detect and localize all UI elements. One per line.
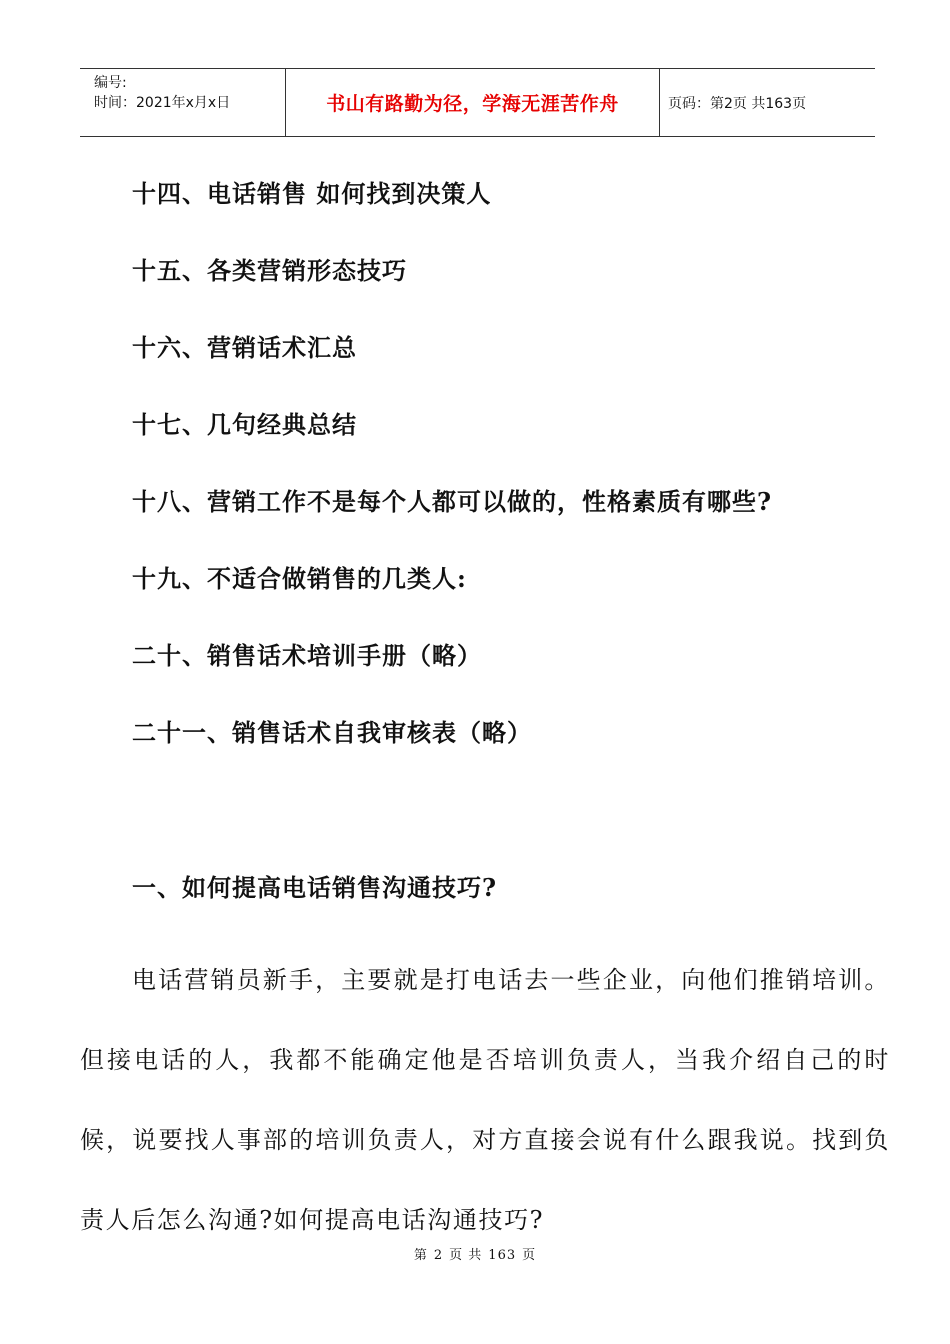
table-of-contents [132, 172, 892, 788]
header-page-info: 页码：第2页 共163页 [668, 95, 807, 112]
footer-prefix: 第 [413, 1248, 428, 1263]
toc-item: 十四、电话销售 如何找到决策人 [132, 179, 492, 208]
header-meta [80, 69, 286, 136]
footer-page-number: 2 [433, 1248, 444, 1263]
serial-number-label: 编号: [94, 75, 127, 91]
footer-suffix: 页 [522, 1248, 537, 1263]
toc-item: 十九、不适合做销售的几类人: [132, 564, 467, 593]
toc-item: 十六、营销话术汇总 [132, 333, 357, 362]
toc-item: 二十一、销售话术自我审核表（略） [132, 718, 532, 747]
header-motto: 书山有路勤为径，学海无涯苦作舟 [286, 69, 660, 136]
toc-item: 十八、营销工作不是每个人都可以做的，性格素质有哪些? [132, 487, 773, 516]
time-label: 时间：2021年x月x日 [94, 95, 231, 111]
page-header [80, 68, 875, 137]
page-footer [0, 1244, 950, 1263]
section-heading: 一、如何提高电话销售沟通技巧? [132, 873, 498, 902]
toc-item: 十五、各类营销形态技巧 [132, 256, 407, 285]
toc-item: 二十、销售话术培训手册（略） [132, 641, 482, 670]
body-paragraph: 电话营销员新手，主要就是打电话去一些企业，向他们推销培训。但接电话的人，我都不能确定他是否培训负责人，当我介绍自己的时候，说要找人事部的培训负责人，对方直接会说有什么跟我说。找到负责人后怎么沟通?如何提高电话沟通技巧? [80, 966, 890, 1234]
toc-item: 十七、几句经典总结 [132, 410, 357, 439]
footer-total-pages: 163 [488, 1248, 517, 1263]
footer-middle: 页 共 [449, 1248, 483, 1263]
